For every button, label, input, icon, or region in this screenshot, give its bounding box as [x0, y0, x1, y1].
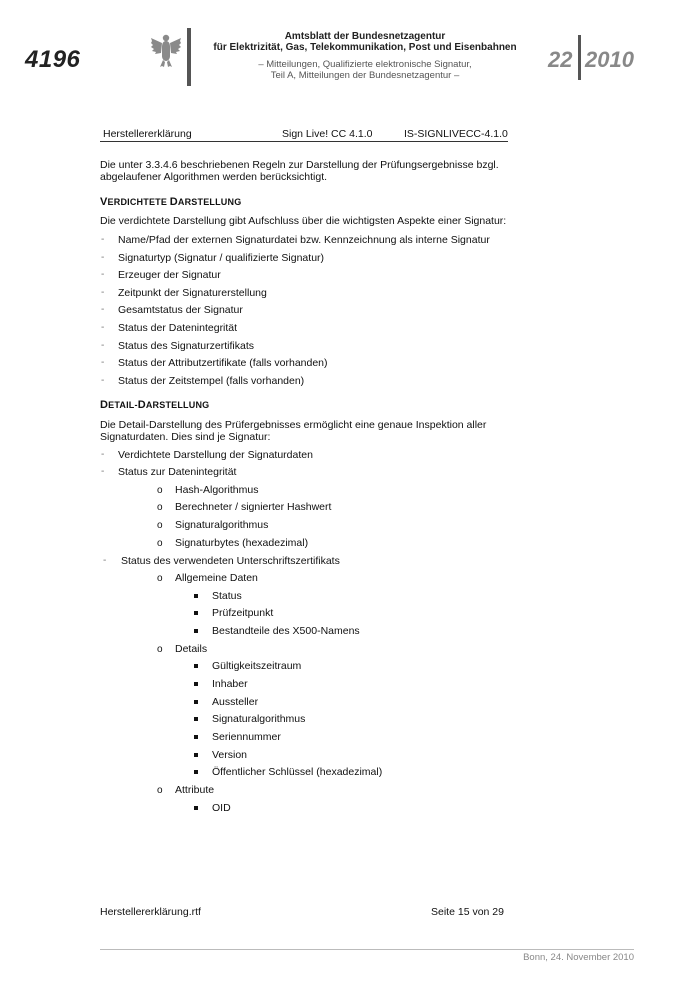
page-number: 4196 [25, 46, 81, 73]
sub-sub-list-item: Öffentlicher Schlüssel (hexadezimal) [212, 766, 383, 778]
gazette-title-line1: Amtsblatt der Bundesnetzagentur [284, 31, 446, 42]
square-bullet [194, 735, 198, 739]
sub-list-item: Berechneter / signierter Hashwert [175, 501, 332, 513]
sub-sub-list-item: Status [212, 590, 242, 602]
sub-list-item: Hash-Algorithmus [175, 484, 259, 496]
sub-sub-list-item: OID [212, 802, 231, 814]
footer-filename: Herstellererklärung.rtf [100, 906, 201, 918]
list-item: Status der Attributzertifikate (falls vorhanden) [118, 357, 328, 369]
section-heading-detail-darstellung [100, 399, 209, 411]
dash-bullet: - [101, 252, 105, 263]
circle-bullet: o [157, 644, 163, 655]
square-bullet [194, 611, 198, 615]
dash-bullet: - [101, 340, 105, 351]
sub-sub-list-item: Signaturalgorithmus [212, 713, 306, 725]
heading-initial: D [137, 399, 146, 411]
list-item: Erzeuger der Signatur [118, 269, 221, 281]
square-bullet [194, 770, 198, 774]
heading-text: ERDICHTETE [107, 197, 170, 207]
square-bullet [194, 806, 198, 810]
section-heading-verdichtete-darstellung [100, 196, 241, 208]
heading-text: ARSTELLUNG [145, 400, 210, 410]
list-item: Gesamtstatus der Signatur [118, 304, 243, 316]
list-item: Verdichtete Darstellung der Signaturdaten [118, 449, 313, 461]
section1-intro: Die verdichtete Darstellung gibt Aufschluss über die wichtigsten Aspekte einer Signatur: [100, 215, 507, 227]
dash-bullet: - [101, 234, 105, 245]
footer-page: Seite 15 von 29 [431, 906, 504, 918]
list-item: Status des verwendeten Unterschriftszertifikats [121, 555, 340, 567]
dash-bullet: - [101, 269, 105, 280]
header-divider-left [187, 28, 191, 86]
sub-list-heading: Attribute [175, 784, 215, 796]
square-bullet [194, 664, 198, 668]
sub-sub-list-item: Aussteller [212, 696, 259, 708]
sub-sub-list-item: Inhaber [212, 678, 248, 690]
sub-sub-list-item: Version [212, 749, 248, 761]
dash-bullet: - [101, 357, 105, 368]
square-bullet [194, 594, 198, 598]
sub-sub-list-item: Seriennummer [212, 731, 281, 743]
header-divider-right [578, 35, 581, 80]
doc-header-rule [100, 141, 508, 142]
section2-intro-line2: Signaturdaten. Dies sind je Signatur: [100, 431, 271, 443]
circle-bullet: o [157, 502, 163, 513]
gazette-subtitle-line2: Teil A, Mitteilungen der Bundesnetzagentur – [270, 70, 460, 81]
section2-intro-line1: Die Detail-Darstellung des Prüfergebnisses ermöglicht eine genaue Inspektion aller [100, 419, 487, 431]
doc-header-id: IS-SIGNLIVECC-4.1.0 [404, 128, 508, 140]
doc-header-product: Sign Live! CC 4.1.0 [282, 128, 373, 140]
heading-initial: D [100, 399, 109, 411]
dash-bullet: - [103, 555, 107, 566]
sub-sub-list-item: Bestandteile des X500-Namens [212, 625, 360, 637]
square-bullet [194, 700, 198, 704]
dash-bullet: - [101, 304, 105, 315]
circle-bullet: o [157, 785, 163, 796]
square-bullet [194, 629, 198, 633]
list-item: Signaturtyp (Signatur / qualifizierte Signatur) [118, 252, 325, 264]
issue-year: 2010 [585, 47, 634, 72]
intro-line2: abgelaufener Algorithmen werden berücksichtigt. [100, 171, 328, 183]
list-item: Status des Signaturzertifikats [118, 340, 254, 352]
circle-bullet: o [157, 485, 163, 496]
sub-list-heading: Details [175, 643, 208, 655]
square-bullet [194, 753, 198, 757]
gazette-title-line2: für Elektrizität, Gas, Telekommunikation, Post und Eisenbahnen [213, 42, 517, 53]
gazette-subtitle-line1: – Mitteilungen, Qualifizierte elektronische Signatur, [258, 59, 472, 70]
footer-rule [100, 949, 634, 950]
square-bullet [194, 682, 198, 686]
list-item: Status der Zeitstempel (falls vorhanden) [118, 375, 305, 387]
dash-bullet: - [101, 375, 105, 386]
sub-list-heading: Allgemeine Daten [175, 572, 258, 584]
sub-list-item: Signaturbytes (hexadezimal) [175, 537, 309, 549]
list-item: Status zur Datenintegrität [118, 466, 237, 478]
list-item: Status der Datenintegrität [118, 322, 238, 334]
square-bullet [194, 717, 198, 721]
sub-sub-list-item: Prüfzeitpunkt [212, 607, 274, 619]
dash-bullet: - [101, 322, 105, 333]
list-item: Name/Pfad der externen Signaturdatei bzw. Kennzeichnung als interne Signatur [118, 234, 490, 246]
issue-number: 22 [548, 47, 573, 72]
dash-bullet: - [101, 449, 105, 460]
list-item: Zeitpunkt der Signaturerstellung [118, 287, 267, 299]
sub-sub-list-item: Gültigkeitszeitraum [212, 660, 302, 672]
heading-text: ETAIL- [108, 400, 138, 410]
doc-header-title: Herstellererklärung [103, 128, 192, 140]
dash-bullet: - [101, 466, 105, 477]
circle-bullet: o [157, 538, 163, 549]
circle-bullet: o [157, 520, 163, 531]
heading-text: ARSTELLUNG [177, 197, 242, 207]
sub-list-item: Signaturalgorithmus [175, 519, 269, 531]
dash-bullet: - [101, 287, 105, 298]
circle-bullet: o [157, 573, 163, 584]
heading-initial: D [169, 196, 178, 208]
issue-date: Bonn, 24. November 2010 [523, 952, 634, 963]
federal-eagle-icon [150, 32, 182, 68]
heading-initial: V [100, 196, 108, 208]
intro-line1: Die unter 3.3.4.6 beschriebenen Regeln zur Darstellung der Prüfungsergebnisse bzgl. [100, 159, 499, 171]
